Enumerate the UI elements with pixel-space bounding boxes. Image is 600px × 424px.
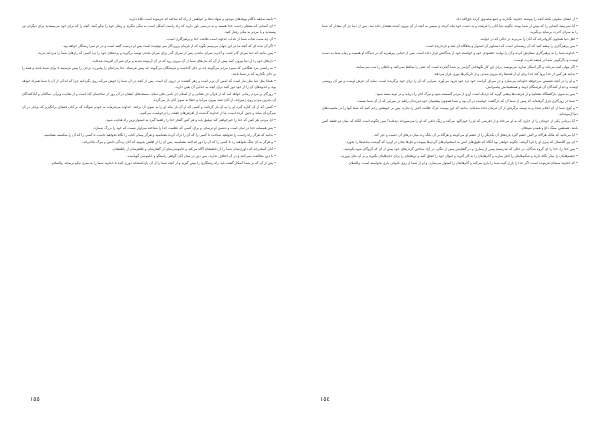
paragraph: • اهل دنیا همچون کاروانی‌اند که آنان را می‌برند در حالی که در خوابند. bbox=[479, 37, 578, 42]
paragraph: • شما در روزگاری قرار گرفته‌اید که پیش از شما آن که بازگشت خواست در آن بود و شما همچون پیشینیان خود فرزندان راهید در سرایی که از آن شما نیست. bbox=[356, 99, 578, 104]
left-page-text-column bbox=[22, 16, 276, 376]
paragraph: • از ایشان سلوتی بکنند آنچه را بپوشند خداوند بگذارند و جمع مصدوق کرده حق‌الله داد. bbox=[455, 17, 578, 21]
paragraph: • روزگار بر مردم زمانی خواهد آمد که از قرآن جز نشانی و از اسلام جز نامی باقی نماند. مسجدهای ایشان در آن روز از ساختمان آباد است و از هدایت ویران. ساکنان و آبادکنندگان آن بدترین مردم روی زمین‌اند، از آنان فتنه بیرون می‌آید و خطا به سوی آنان باز می‌گردد. bbox=[22, 92, 276, 103]
right-page bbox=[300, 0, 600, 424]
paragraph: • ای مردم، هر کس که خدا را خیرخواهی کند توفیق یابد و هر کس گفتار خدا را راهنما گیرد به استوارترین راه هدایت شود. bbox=[105, 118, 276, 123]
paragraph: • همانا مثل دنیا مثل مار است که لمس آن نرم است و زهر کشنده در درون آن است. پس از آنچه در آن شما را خوش می‌آید روی بگردانید چرا که اندکی از آن با شما همراه خواهد بود، و اندوه‌های آن را از خود دور کنید برای آنچه به جدایی آن یقین دارید. bbox=[22, 78, 276, 89]
paragraph: • کسی که از آن کناره گیرد او را به آن باز گردانند و کسی که از آن باز ماند او را به سوی آن برانند. خداوند می‌فرماید به خودم سوگند که بر آنان فتنه‌ای برانگیزم که بردبار در آن سرگردان بماند و چنین کرده است. ما از خداوند گذشت از لغزش‌های غفلت را درخواست می‌کنیم. bbox=[22, 105, 276, 116]
left-page-number: ١٥٥ bbox=[30, 396, 40, 403]
paragraph: • ای کسانی که منتظر رحمت خدا هستید و به درستی باور دارید که راه راست آشکار است به نیکی بنگرید و رفتار خود را نیکو کنید. آنچه را که برای خود می‌پسندید برای دیگران نیز بپسندید و با مردم به نیکی رفتار کنید. bbox=[22, 24, 276, 35]
paragraph: • پس بدانید که دنیا سرای گذر است و آخرت سرای ماندن، پس از سرای گذر برای سرای ماندن توشه برگیرید و پرده‌های خود را نزد کسی که رازهای شما را می‌داند ندرید. bbox=[37, 51, 276, 56]
paragraph: • که خداوند سبحان فرموده است: اگر خدا را یاری کنید شما را یاری می‌کند و گام‌هایتان را استوار می‌سازد. و او از شما از روی ناتوانی یاری نخواسته است. والسلام. bbox=[348, 160, 578, 165]
paragraph: • چشم‌هایتان را بیدار نگاه دارید و شکم‌هایتان را لاغر سازید و گام‌هایتان را به کار گیرید و اموال خود را انفاق کنید و تن‌هایتان را برای جان‌هایتان بگیرید و بر آن بخل نورزید. bbox=[340, 153, 578, 158]
paragraph: • بدانید که هرگز راه راست را نخواهید شناخت تا کسی را که آن را ترک کرده بشناسید و هرگز پیمان کتاب را نگاه نخواهید داشت تا کسی را که آن را شکسته بشناسید. bbox=[43, 132, 276, 137]
paragraph: • پس همسایه خدا در امان است و دشمن او ترسان. و برای کسی که عظمت خدا را شناخته سزاوار نیست که خود را بزرگ شمارد. bbox=[93, 125, 276, 130]
paragraph: • پس خدا را، خدا را ای گروه بندگان، در حالی که تندرستید پیش از بیماری و در گشایش پیش از تنگی، در آزاد ساختن گردن‌های خود پیش از آن که گروگان شود بکوشید. bbox=[343, 146, 578, 151]
paragraph: • خداوند شما را به پرهیزگاری سفارش کرده و آن را نهایت خشنودی خود و خواسته خود از بندگانش قرار داده است. پس از خدایی بپرهیزید که در دیدگاه او هستید و زمام شما به دست اوست و دگرگونی شما در قبضه قدرت اوست. bbox=[322, 51, 578, 62]
right-page-number: ١٥٤ bbox=[320, 396, 330, 403]
paragraph: • بدانید هر کس از خدا پروا کند خدا برای او از فتنه‌ها راه بیرون شدنی و از تاریکی‌ها نوری قرار می‌دهد. bbox=[433, 71, 578, 76]
paragraph: • تابیته سابقه باکلام بهیئه‌های موجود و شهادت‌ها بر خواهش از راه که ساخته اند فرموده است نکاه دارید. bbox=[128, 17, 276, 21]
paragraph: • به راستی مرد هنگامی که بمیرد مردم می‌گویند چه بر جای گذاشت و فرشتگان می‌گویند چه پیش فرستاد. خدا پدرانتان را بیامرزد، برخی را پیش فرستید تا برای شما باشد و همه را بر جای نگذارید که بر شما باشد. bbox=[22, 65, 276, 76]
paragraph: • آن چه سبب نجات شما از عذاب خداوند است طاعت خدا و پرهیزگاری است. bbox=[166, 37, 276, 42]
paragraph: • و او را در آنچه نفسش می‌خواهد جاودانه می‌سازد و در سرای کرامت خود نزد خود فرود می‌آورد، سرایی که آن را برای خود برگزیده است. سایه آن عرش اوست و نور آن روشنی اوست و دیدار کنندگان آن فرشتگان اویند و همنشینانش پیامبرانش. bbox=[322, 78, 578, 89]
paragraph: • پس به سوی بازگشتگاه بشتابید و از فرصت‌ها پیشی گیرید که نزدیک است آرزو از مردم گسسته شود و مرگ آنان را دریابد و در توبه بسته شود. bbox=[375, 92, 578, 97]
paragraph: • آنان کسانی‌اند که داوری‌شان شما را از دانششان آگاه می‌کند و خاموشی‌شان از گفتارشان و ظاهرشان از باطنشان. bbox=[111, 146, 276, 151]
paragraph: • آیا می‌دانید که مالک هرگاه بر آتش خشم گیرد پاره‌های آن یکدیگر را از خشم او می‌کوبند و هرگاه بر آن بانگ زند میان درهای آن جست و خیز کند. bbox=[373, 132, 578, 137]
paragraph: • آیا بی‌تابی یکی از خودتان را از خاری که به او می‌خلد و از لغزشی که او را خون‌آلود می‌کند و ریگ داغی که او را می‌سوزاند دیده‌اید؟ پس چگونه است آنگاه که میان دو طبقه آتش باشد، همنشین سنگ داغ و همدم شیطان. bbox=[322, 119, 578, 130]
paragraph: • و هرگز به آن چنگ نخواهید زد تا کسی را که آن را دور انداخته بشناسید. پس آن را از اهلش بجویید که آنان زندگی دانش و مرگ نادانی‌اند. bbox=[82, 139, 276, 144]
paragraph: • پس پرهیزگاری را پیشه کنید که آن ریسمانی است که دستاویز آن استوار و پناهگاه آن بلند و بازدارنده است. bbox=[425, 44, 578, 49]
paragraph: • اگر پنهان کنید می‌داند و اگر آشکار سازید می‌نویسد. برای این کار نگهبانانی گرامی بر شما گمارده است که حقی را ساقط نمی‌کنند و باطلی را ثبت نمی‌نمایند. bbox=[355, 64, 578, 69]
paragraph: • و کوچ شما از آن اعلام شده و به توشه برگرفتن از آن فرمان داده شده‌اید. بدانید که این پوست نازک طاقت آتش را ندارد، پس بر خویشتن رحم کنید که شما آنها را در مصیبت‌های دنیا آزموده‌اید. bbox=[322, 106, 578, 117]
paragraph: • اگر آن بنده ای که آنچه ما در این جهان می‌بینیم بگوید که از فرمان پروردگار سر نپیچیده است پس او درست گفته است و در دو سرا رستگار خواهد بود. bbox=[62, 44, 276, 49]
paragraph: • آیا نمی‌بینید کسانی را که پیش از شما بودند چگونه دنیا آنان را فریفت و به دست خود تباه کردند و سپس به آنچه از آن بیرون آمدند هشدار داده شد. پس از دنیا جز آن مقدار که شما را به سرای آخرت برساند برنگیرید. bbox=[322, 24, 578, 35]
paragraph: • دل‌های خود را از دنیا بیرون کنید پیش از آن که بدن‌های شما از آن بیرون رود که در آن آزموده شدید و برای غیر آن آفریده شده‌اید. bbox=[91, 58, 276, 63]
paragraph: • با دین مخالفت نمی‌کنند و در آن اختلاف ندارند. پس دین در میان آنان گواهی راستگو و خاموشی گویاست. bbox=[126, 153, 276, 158]
right-page-text-column bbox=[322, 16, 578, 376]
paragraph: • ای پیر کلانسال که پیری او را فرا گرفته، چگونه خواهی بود آنگاه که طوق‌های آتش به استخوان‌های گردن‌ها بپیوندد و غل‌ها چنان در آویزد که گوشت ساعدها را بخورد. bbox=[345, 139, 578, 144]
paragraph: • پس از آن که بر شما آشکار گشت باید راه رستگاری را پیش گیرید و از آنچه شما را از آن بازداشته‌اند دوری کنید تا خداوند شما را به منزل نیکو برساند. والسلام. bbox=[50, 160, 276, 165]
